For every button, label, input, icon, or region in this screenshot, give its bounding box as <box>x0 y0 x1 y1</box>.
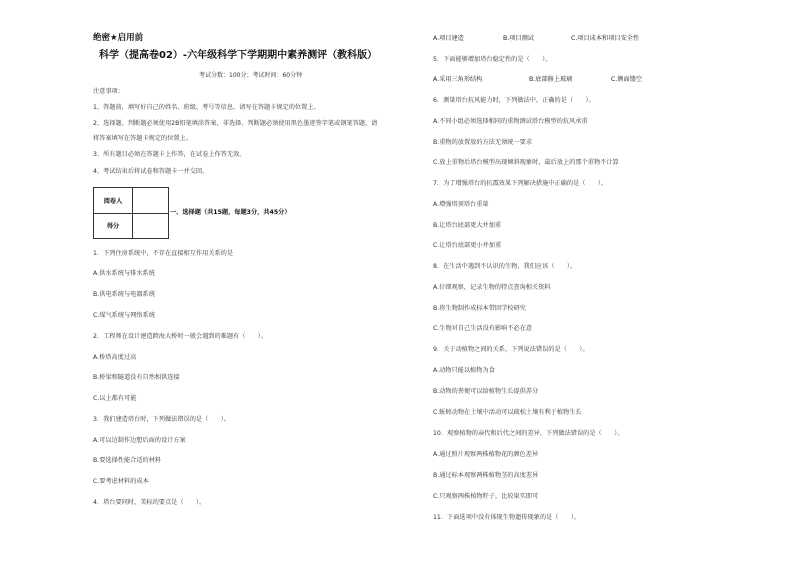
option-row <box>433 35 763 43</box>
option-text: B.要选择性能合适的材料 <box>93 457 162 464</box>
confidential-mark: 绝密★启用前 <box>93 33 144 43</box>
question-text: 11．下面选项中没有体现生物遗传现象的是（ ）。 <box>433 514 581 521</box>
note-item: 将答案填写在答题卡规定的位置上。 <box>93 135 192 142</box>
option-text: B.让塔台底部更大并加重 <box>433 222 502 229</box>
question-text: 1．下列住房系统中，不存在直接相互作用关系的是 <box>93 250 234 257</box>
option-text: B.将生物制作成标本带回学校研究 <box>433 305 526 312</box>
note-item: 3、所有题目必须在答题卡上作答，在试卷上作答无效。 <box>93 151 246 158</box>
option-text: C.侧面镂空 <box>611 76 643 83</box>
option-text: B.通过标本观察两株植物茎的高度差异 <box>433 472 539 479</box>
score-cell <box>133 213 169 239</box>
question-text: 10．观察植物的亲代和后代之间的差异，下列做法错误的是（ ）。 <box>433 430 624 437</box>
option-text: B.供电系统与电器系统 <box>93 291 155 298</box>
option-text: B.动物的粪便可以给植物生长提供养分 <box>433 388 539 395</box>
reviewer-cell <box>133 188 169 214</box>
option-text: A.供水系统与排水系统 <box>93 270 155 277</box>
page-title: 科学（提高卷02）-六年级科学下学期期中素养测评（教科版） <box>99 50 378 61</box>
option-text: A.通过照片观察两株植物花的颜色差异 <box>433 451 539 458</box>
option-text: A.增强塔顶塔台重量 <box>433 201 489 208</box>
option-text: C.要考虑材料的成本 <box>93 478 149 485</box>
question-text: 6．测量塔台抗风能力时，下列做法中，正确的是（ ）。 <box>433 97 595 104</box>
option-text: C.放上重物后塔台模型出现倾斜现象时，最后放上的那个重物不计算 <box>433 159 619 166</box>
notes-heading: 注意事项： <box>93 88 124 95</box>
score-table <box>93 187 169 239</box>
option-text: A.仔细观察，记录生物的特点查询相关资料 <box>433 284 551 291</box>
section-title: 一、选择题（共15题，每题3分，共45分） <box>170 209 291 216</box>
option-text: C.以上都有可能 <box>93 395 137 402</box>
question-text: 3．我们建造塔台时，下列做法错误的是（ ）。 <box>93 416 230 423</box>
option-text: A.采用三角形结构 <box>433 76 483 83</box>
question-text: 5．下面能够增加塔台稳定性的是（ ）。 <box>433 56 552 63</box>
note-item: 1、答题前，填写好自己的姓名、班级、考号等信息，请写在答题卡规定的位置上。 <box>93 104 320 111</box>
option-text: C.项目成本和项目安全性 <box>571 35 640 42</box>
option-row <box>433 76 763 84</box>
question-text: 4．塔台要同时，美标的要点是（ ）。 <box>93 499 206 506</box>
note-item: 4、考试结束后将试卷和答题卡一并交回。 <box>93 168 209 175</box>
question-text: 8．在生活中遇到不认识的生物，我们应该（ ）。 <box>433 263 577 270</box>
option-text: A.可以边制作边想后面的设计方案 <box>93 437 186 444</box>
option-text: A.桥塔高度过高 <box>93 354 137 361</box>
option-text: B.底部修上玻璃 <box>529 76 573 83</box>
option-text: A.项目建造 <box>433 35 464 42</box>
option-text: A.不同小组必须选择相同的重物测试塔台模型的抗风承重 <box>433 118 588 125</box>
option-text: B.项目测试 <box>503 35 534 42</box>
option-text: C.只观察两株植物籽子，比较果实即可 <box>433 493 539 500</box>
question-text: 7．为了增强塔台的抗震效果下列解决措施中正确的是（ ）。 <box>433 180 608 187</box>
score-label: 得分 <box>94 213 133 239</box>
option-text: C.蚯蚓动物在土壤中活动可以疏松土壤有利于植物生长 <box>433 409 582 416</box>
option-text: B.桥梁和隧道没有自然相供连接 <box>93 374 180 381</box>
option-text: C.让塔台底部更小并加重 <box>433 242 502 249</box>
option-text: A.动物只能以植物为食 <box>433 367 495 374</box>
option-text: B.重物的放置放的方法无须统一要求 <box>433 139 533 146</box>
option-text: C.煤气系统与网络系统 <box>93 312 155 319</box>
note-item: 2、选择题、判断题必须使用2B铅笔填涂答案，非选择、判断题必须使用黑色墨迹签字笔或钢笔答题，请 <box>93 120 378 127</box>
exam-meta: 考试分数：100分；考试时间：60分钟 <box>199 72 303 79</box>
option-text: C.生物对自己生活没有影响不必在意 <box>433 325 533 332</box>
question-text: 2．工程师在设计建造跨海大桥时一般会遇到的难题有（ ）。 <box>93 333 268 340</box>
reviewer-label: 阅卷人 <box>94 188 133 214</box>
question-text: 9．关于动植物之间的关系，下列说法错误的是（ ）。 <box>433 346 589 353</box>
